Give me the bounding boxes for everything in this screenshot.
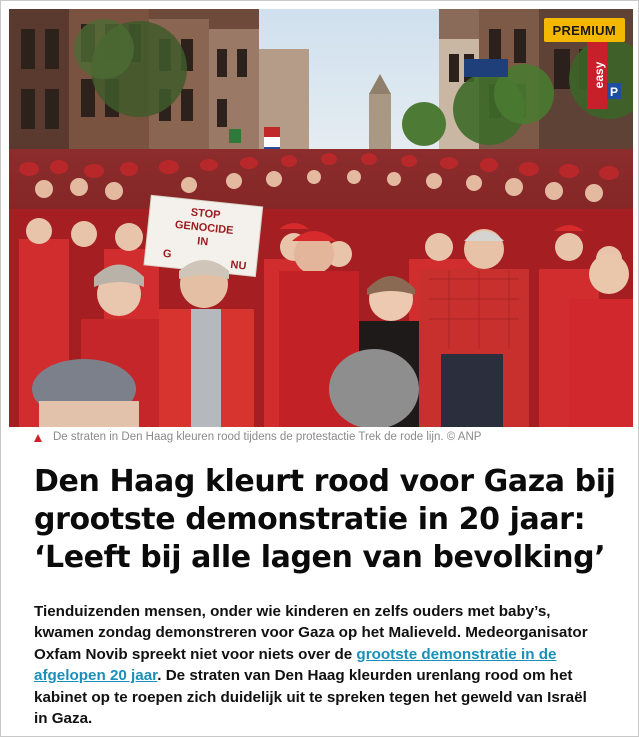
intro-text-after-link: . De straten van Den Haag kleurden urenlang rood om het kabinet op te roepen zich duidelijk uit te spreken tegen het geweld van Israël in Gaza. — [34, 667, 587, 728]
sign-line-3: IN — [196, 235, 209, 249]
photo-caption: De straten in Den Haag kleuren rood tijdens de protestactie Trek de rode lijn. © ANP — [53, 431, 482, 443]
parking-sign-text: P — [609, 85, 619, 99]
article-intro — [34, 601, 604, 729]
sign-line-5: NU — [229, 258, 247, 273]
intro-link[interactable]: grootste demonstratie in de afgelopen 20 jaar — [34, 645, 557, 685]
article-headline: Den Haag kleurt rood voor Gaza bij grootste demonstratie in 20 jaar: ‘Leeft bij alle lagen van bevolking’ — [34, 464, 616, 575]
protest-crowd-image — [9, 9, 633, 427]
article-photo[interactable] — [9, 9, 633, 427]
sign-line-1: STOP — [190, 206, 222, 222]
sign-line-4: G — [162, 247, 173, 261]
intro-text-before-link: Tienduizenden mensen, onder wie kinderen en zelfs ouders met baby’s, kwamen zondag demonstreren voor Gaza op het Malieveld. Medeorganisator Oxfam Novib spreekt niet voor niets over de — [34, 603, 588, 663]
sign-line-2: GENOCIDE — [174, 218, 234, 237]
shop-sign-text: easy — [592, 61, 606, 89]
premium-badge: PREMIUM — [544, 18, 626, 42]
caption-arrow-icon — [34, 434, 42, 442]
